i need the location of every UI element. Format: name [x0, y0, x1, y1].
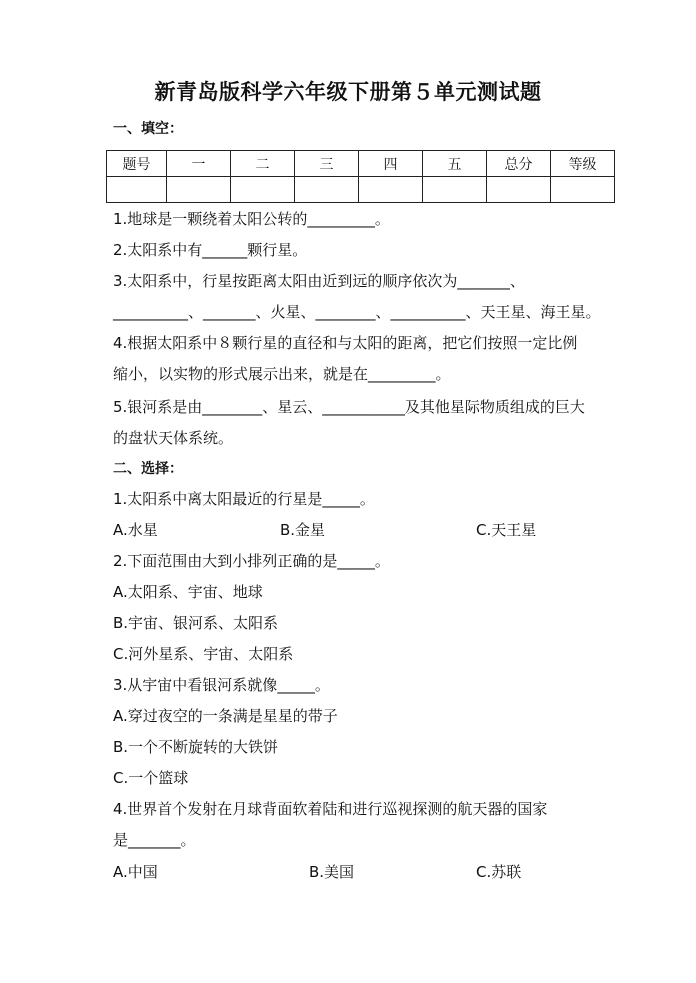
score-entry-cell[interactable] — [423, 177, 487, 203]
fill-question-3-line-1: 3.太阳系中，行星按距离太阳由近到远的顺序依次为_______、 — [113, 272, 525, 290]
score-header-cell: 三 — [295, 151, 359, 177]
score-table-header-row — [107, 151, 615, 177]
fill-question-5-line-2: 的盘状天体系统。 — [113, 429, 234, 447]
score-header-cell: 四 — [359, 151, 423, 177]
choice-question-4-line-1: 4.世界首个发射在月球背面软着陆和进行巡视探测的航天器的国家 — [113, 800, 548, 818]
choice-2-option-a: A.太阳系、宇宙、地球 — [113, 583, 263, 601]
choice-4-option-c: C.苏联 — [476, 863, 522, 881]
fill-question-2: 2.太阳系中有______颗行星。 — [113, 241, 308, 259]
choice-4-option-a: A.中国 — [113, 863, 158, 881]
score-header-cell: 一 — [167, 151, 231, 177]
choice-question-3: 3.从宇宙中看银河系就像_____。 — [113, 676, 330, 694]
choice-4-option-b: B.美国 — [309, 863, 355, 881]
fill-question-1: 1.地球是一颗绕着太阳公转的_________。 — [113, 210, 390, 228]
choice-2-option-b: B.宇宙、银河系、太阳系 — [113, 614, 279, 632]
score-header-cell: 总分 — [487, 151, 551, 177]
choice-question-2: 2.下面范围由大到小排列正确的是_____。 — [113, 552, 390, 570]
score-entry-cell[interactable] — [359, 177, 423, 203]
section-fill-heading: 一、填空： — [113, 121, 183, 137]
fill-question-3-line-2: __________、_______、火星、________、__________、天王星、海王星。 — [113, 303, 601, 321]
score-entry-cell[interactable] — [231, 177, 295, 203]
choice-1-option-c: C.天王星 — [476, 521, 537, 539]
score-header-cell: 题号 — [107, 151, 167, 177]
choice-3-option-a: A.穿过夜空的一条满是星星的带子 — [113, 707, 338, 725]
score-header-cell: 等级 — [551, 151, 615, 177]
choice-3-option-b: B.一个不断旋转的大铁饼 — [113, 738, 279, 756]
score-entry-cell[interactable] — [295, 177, 359, 203]
score-entry-cell[interactable] — [551, 177, 615, 203]
fill-question-5-line-1: 5.银河系是由________、星云、___________及其他星际物质组成的巨大 — [113, 398, 585, 416]
score-entry-cell[interactable] — [107, 177, 167, 203]
choice-question-1: 1.太阳系中离太阳最近的行星是_____。 — [113, 490, 375, 508]
choice-2-option-c: C.河外星系、宇宙、太阳系 — [113, 645, 294, 663]
section-choice-heading: 二、选择： — [113, 461, 183, 477]
page-title: 新青岛版科学六年级下册第５单元测试题 — [154, 79, 542, 104]
choice-question-4-line-2: 是_______。 — [113, 831, 196, 849]
fill-question-4-line-2: 缩小，以实物的形式展示出来，就是在_________。 — [113, 365, 451, 383]
score-header-cell: 五 — [423, 151, 487, 177]
score-entry-cell[interactable] — [487, 177, 551, 203]
choice-3-option-c: C.一个篮球 — [113, 769, 189, 787]
score-table-entry-row — [107, 177, 615, 203]
score-entry-cell[interactable] — [167, 177, 231, 203]
choice-1-option-b: B.金星 — [280, 521, 326, 539]
fill-question-4-line-1: 4.根据太阳系中８颗行星的直径和与太阳的距离，把它们按照一定比例 — [113, 334, 578, 352]
score-table — [106, 150, 615, 203]
choice-1-option-a: A.水星 — [113, 521, 158, 539]
score-header-cell: 二 — [231, 151, 295, 177]
